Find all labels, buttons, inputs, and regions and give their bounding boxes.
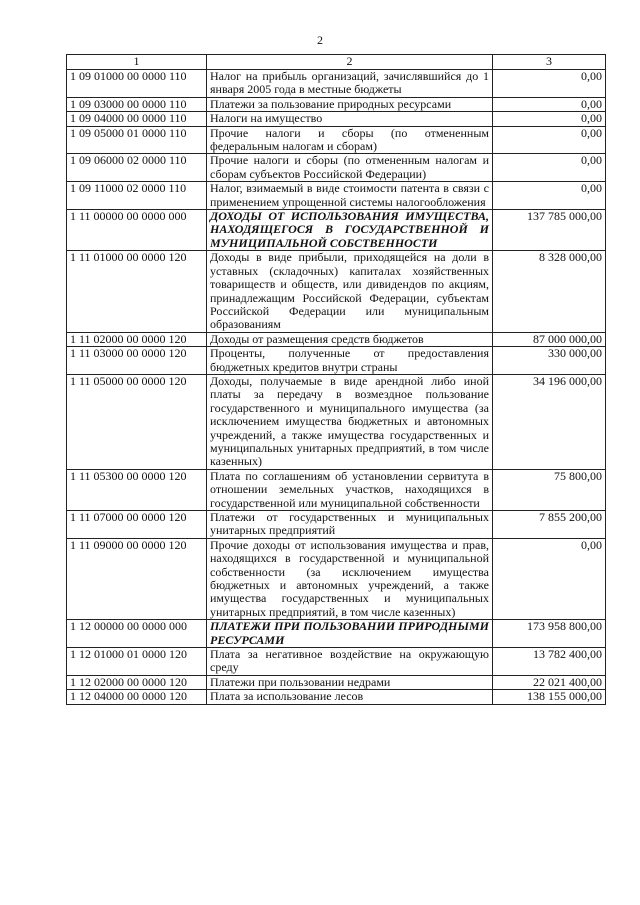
revenue-name: Прочие налоги и сборы (по отмененным федеральным налогам и сборам) [207, 126, 493, 154]
revenue-amount: 0,00 [493, 126, 606, 154]
revenue-amount: 0,00 [493, 154, 606, 182]
revenue-name: Проценты, полученные от предоставления бюджетных кредитов внутри страны [207, 347, 493, 375]
table-row [67, 538, 606, 619]
revenue-amount: 0,00 [493, 538, 606, 619]
page-number: 2 [317, 33, 323, 47]
table-row [67, 154, 606, 182]
revenue-code: 1 12 01000 01 0000 120 [67, 648, 207, 676]
revenue-name: Плата по соглашениям об установлении сервитута в отношении земельных участков, находящихся в государственной или муниципальной собственности [207, 469, 493, 510]
table-row [67, 210, 606, 251]
revenue-name: Налог на прибыль организаций, зачислявшийся до 1 января 2005 года в местные бюджеты [207, 70, 493, 98]
revenue-amount: 75 800,00 [493, 469, 606, 510]
revenue-name: Доходы от размещения средств бюджетов [207, 332, 493, 346]
revenue-code: 1 09 01000 00 0000 110 [67, 70, 207, 98]
revenue-code: 1 09 11000 02 0000 110 [67, 182, 207, 210]
column-header-amount: 3 [493, 55, 606, 70]
table-row [67, 112, 606, 126]
revenue-amount: 0,00 [493, 182, 606, 210]
column-header-name: 2 [207, 55, 493, 70]
revenue-name: Плата за негативное воздействие на окружающую среду [207, 648, 493, 676]
table-row [67, 374, 606, 469]
revenue-name: Платежи за пользование природных ресурсами [207, 97, 493, 111]
revenue-amount: 22 021 400,00 [493, 675, 606, 689]
revenue-amount: 173 958 800,00 [493, 620, 606, 648]
table-row [67, 70, 606, 98]
revenue-code: 1 12 02000 00 0000 120 [67, 675, 207, 689]
revenue-name: Прочие налоги и сборы (по отмененным налогам и сборам субъектов Российской Федерации) [207, 154, 493, 182]
table-row [67, 620, 606, 648]
revenue-name: Доходы, получаемые в виде арендной либо иной платы за передачу в возмездное пользование государственного и муниципального имущества (за исключением имущества бюджетных и автономных учреждений, а также имущества государственных и муниципальных унитарных предприятий, в том числе казенных) [207, 374, 493, 469]
table-row [67, 648, 606, 676]
revenue-table [66, 54, 606, 705]
revenue-code: 1 11 03000 00 0000 120 [67, 347, 207, 375]
revenue-amount: 330 000,00 [493, 347, 606, 375]
revenue-amount: 13 782 400,00 [493, 648, 606, 676]
revenue-code: 1 11 07000 00 0000 120 [67, 511, 207, 539]
revenue-code: 1 09 06000 02 0000 110 [67, 154, 207, 182]
revenue-name: Прочие доходы от использования имущества и прав, находящихся в государственной и муниципальной собственности (за исключением имущества бюджетных и автономных учреждений, а также имущества государственных и муниципальных унитарных предприятий, в том числе казенных) [207, 538, 493, 619]
table-row [67, 182, 606, 210]
revenue-name: ПЛАТЕЖИ ПРИ ПОЛЬЗОВАНИИ ПРИРОДНЫМИ РЕСУРСАМИ [207, 620, 493, 648]
column-header-code: 1 [67, 55, 207, 70]
table-row [67, 97, 606, 111]
revenue-code: 1 11 00000 00 0000 000 [67, 210, 207, 251]
revenue-amount: 7 855 200,00 [493, 511, 606, 539]
revenue-amount: 0,00 [493, 97, 606, 111]
revenue-code: 1 11 05000 00 0000 120 [67, 374, 207, 469]
revenue-name: Плата за использование лесов [207, 690, 493, 704]
revenue-amount: 8 328 000,00 [493, 251, 606, 332]
revenue-name: Платежи при пользовании недрами [207, 675, 493, 689]
revenue-code: 1 11 05300 00 0000 120 [67, 469, 207, 510]
revenue-name: Платежи от государственных и муниципальных унитарных предприятий [207, 511, 493, 539]
table-row [67, 347, 606, 375]
revenue-code: 1 09 04000 00 0000 110 [67, 112, 207, 126]
revenue-code: 1 09 03000 00 0000 110 [67, 97, 207, 111]
table-row [67, 511, 606, 539]
revenue-code: 1 11 01000 00 0000 120 [67, 251, 207, 332]
table-row [67, 332, 606, 346]
table-row [67, 251, 606, 332]
revenue-amount: 34 196 000,00 [493, 374, 606, 469]
revenue-name: Доходы в виде прибыли, приходящейся на доли в уставных (складочных) капиталах хозяйственных товариществ и обществ, или дивидендов по акциям, принадлежащим Российской Федерации, субъектам Российской Федерации или муниципальным образованиям [207, 251, 493, 332]
revenue-code: 1 11 02000 00 0000 120 [67, 332, 207, 346]
revenue-name: Налог, взимаемый в виде стоимости патента в связи с применением упрощенной системы налогообложения [207, 182, 493, 210]
revenue-amount: 87 000 000,00 [493, 332, 606, 346]
table-row [67, 675, 606, 689]
revenue-amount: 137 785 000,00 [493, 210, 606, 251]
revenue-code: 1 11 09000 00 0000 120 [67, 538, 207, 619]
table-row [67, 469, 606, 510]
revenue-name: Налоги на имущество [207, 112, 493, 126]
revenue-amount: 138 155 000,00 [493, 690, 606, 704]
table-row [67, 690, 606, 704]
revenue-name: ДОХОДЫ ОТ ИСПОЛЬЗОВАНИЯ ИМУЩЕСТВА, НАХОДЯЩЕГОСЯ В ГОСУДАРСТВЕННОЙ И МУНИЦИПАЛЬНОЙ СОБСТВЕННОСТИ [207, 210, 493, 251]
revenue-amount: 0,00 [493, 70, 606, 98]
revenue-amount: 0,00 [493, 112, 606, 126]
column-number-row [67, 55, 606, 70]
revenue-code: 1 12 04000 00 0000 120 [67, 690, 207, 704]
table-row [67, 126, 606, 154]
revenue-code: 1 12 00000 00 0000 000 [67, 620, 207, 648]
revenue-code: 1 09 05000 01 0000 110 [67, 126, 207, 154]
